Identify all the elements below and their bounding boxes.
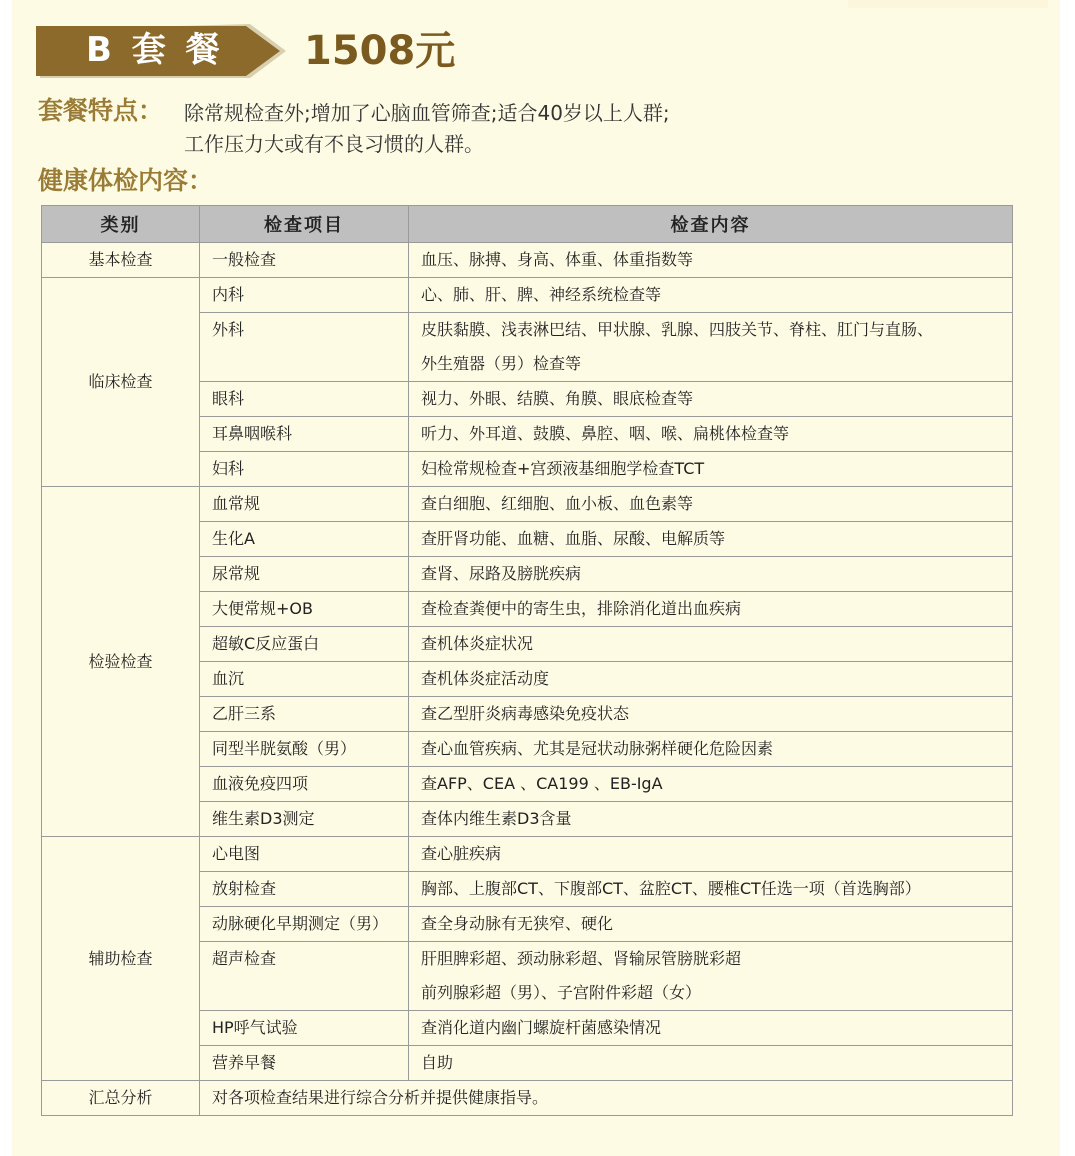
item-cell: 维生素D3测定 [200, 802, 409, 837]
detail-line: 妇检常规检查+宫颈液基细胞学检查TCT [421, 459, 705, 478]
detail-cell [409, 697, 1013, 732]
detail-cell [409, 278, 1013, 313]
item-cell: 生化A [200, 522, 409, 557]
header-detail: 检查内容 [409, 206, 1013, 243]
package-name: B 套 餐 [86, 30, 224, 70]
detail-line: 查体内维生素D3含量 [421, 809, 572, 828]
detail-cell [409, 382, 1013, 417]
detail-line: 外生殖器（男）检查等 [421, 354, 582, 373]
item-cell: 放射检查 [200, 872, 409, 907]
detail-line: 查乙型肝炎病毒感染免疫状态 [421, 704, 630, 723]
package-price: 1508元 [304, 28, 456, 74]
detail-line: 血压、脉搏、身高、体重、体重指数等 [421, 250, 694, 269]
detail-cell [409, 942, 1013, 1011]
detail-cell [409, 732, 1013, 767]
item-cell: 眼科 [200, 382, 409, 417]
detail-cell [409, 522, 1013, 557]
item-cell: 耳鼻咽喉科 [200, 417, 409, 452]
detail-cell [409, 907, 1013, 942]
item-cell: 心电图 [200, 837, 409, 872]
header-category: 类别 [42, 206, 200, 243]
item-cell: 内科 [200, 278, 409, 313]
detail-cell [409, 243, 1013, 278]
item-cell: 动脉硬化早期测定（男） [200, 907, 409, 942]
item-cell: 乙肝三系 [200, 697, 409, 732]
detail-line: 胸部、上腹部CT、下腹部CT、盆腔CT、腰椎CT任选一项（首选胸部） [421, 879, 921, 898]
item-cell: 妇科 [200, 452, 409, 487]
item-cell: HP呼气试验 [200, 1011, 409, 1046]
detail-line: 查肾、尿路及膀胱疾病 [421, 564, 582, 583]
item-cell: 超敏C反应蛋白 [200, 627, 409, 662]
detail-line: 查AFP、CEA 、CA199 、EB-IgA [421, 774, 663, 793]
detail-cell [409, 417, 1013, 452]
detail-cell [409, 662, 1013, 697]
item-cell: 血常规 [200, 487, 409, 522]
item-cell: 血沉 [200, 662, 409, 697]
detail-line: 查白细胞、红细胞、血小板、血色素等 [421, 494, 694, 513]
detail-cell [409, 837, 1013, 872]
detail-line: 查肝肾功能、血糖、血脂、尿酸、电解质等 [421, 529, 726, 548]
detail-line: 查心脏疾病 [421, 844, 502, 863]
summary-text: 对各项检查结果进行综合分析并提供健康指导。 [200, 1081, 1013, 1116]
detail-cell [409, 802, 1013, 837]
detail-cell [409, 592, 1013, 627]
detail-line: 肝胆脾彩超、颈动脉彩超、肾输尿管膀胱彩超 [421, 949, 742, 968]
detail-cell [409, 487, 1013, 522]
category-cell: 辅助检查 [42, 837, 200, 1081]
detail-line: 查全身动脉有无狭窄、硬化 [421, 914, 614, 933]
header-item: 检查项目 [200, 206, 409, 243]
features-line: 除常规检查外;增加了心脑血管筛查;适合40岁以上人群; [184, 101, 670, 125]
item-cell: 超声检查 [200, 942, 409, 1011]
detail-line: 查机体炎症状况 [421, 634, 534, 653]
detail-cell [409, 872, 1013, 907]
detail-cell [409, 557, 1013, 592]
item-cell: 尿常规 [200, 557, 409, 592]
item-cell: 大便常规+OB [200, 592, 409, 627]
detail-cell [409, 767, 1013, 802]
item-cell: 血液免疫四项 [200, 767, 409, 802]
table-row [42, 487, 1013, 522]
item-cell: 外科 [200, 313, 409, 382]
detail-line: 前列腺彩超（男）、子宫附件彩超（女） [421, 983, 702, 1002]
detail-line: 查检查粪便中的寄生虫，排除消化道出血疾病 [421, 599, 742, 618]
category-cell: 检验检查 [42, 487, 200, 837]
content-label: 健康体检内容： [38, 166, 214, 195]
detail-line: 皮肤黏膜、浅表淋巴结、甲状腺、乳腺、四肢关节、脊柱、肛门与直肠、 [421, 320, 934, 339]
table-body [42, 243, 1013, 1116]
item-cell: 一般检查 [200, 243, 409, 278]
top-strip [848, 0, 1048, 8]
package-banner [36, 24, 286, 78]
summary-row [42, 1081, 1013, 1116]
item-cell: 同型半胱氨酸（男） [200, 732, 409, 767]
exam-table [41, 205, 1013, 1116]
detail-line: 听力、外耳道、鼓膜、鼻腔、咽、喉、扁桃体检查等 [421, 424, 790, 443]
category-cell: 汇总分析 [42, 1081, 200, 1116]
detail-line: 视力、外眼、结膜、角膜、眼底检查等 [421, 389, 694, 408]
category-cell: 临床检查 [42, 278, 200, 487]
features-line: 工作压力大或有不良习惯的人群。 [184, 132, 484, 156]
detail-cell [409, 1046, 1013, 1081]
table-row [42, 243, 1013, 278]
detail-cell [409, 313, 1013, 382]
features-text [184, 98, 784, 160]
detail-cell [409, 452, 1013, 487]
detail-cell [409, 627, 1013, 662]
detail-line: 查心血管疾病、尤其是冠状动脉粥样硬化危险因素 [421, 739, 774, 758]
table-header-row [42, 206, 1013, 243]
table-row [42, 837, 1013, 872]
table-row [42, 278, 1013, 313]
detail-line: 查消化道内幽门螺旋杆菌感染情况 [421, 1018, 662, 1037]
item-cell: 营养早餐 [200, 1046, 409, 1081]
detail-line: 心、肺、肝、脾、神经系统检查等 [421, 285, 662, 304]
detail-line: 自助 [421, 1053, 454, 1072]
features-label: 套餐特点： [38, 96, 164, 125]
detail-line: 查机体炎症活动度 [421, 669, 550, 688]
detail-cell [409, 1011, 1013, 1046]
category-cell: 基本检查 [42, 243, 200, 278]
